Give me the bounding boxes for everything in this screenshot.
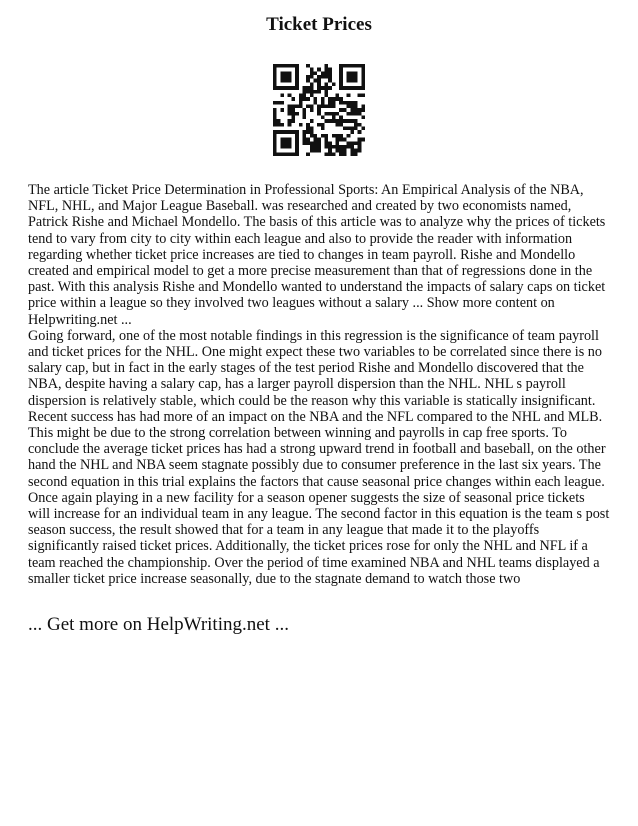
article-paragraph-2: Going forward, one of the most notable findings in this regression is the significance of team payroll and ticket prices for the NHL. One might expect these two variables to be correlated since there is no salary cap, but in fact in the early stages of the test period Rishe and Mondello discovered that the NBA, despite having a salary cap, has a larger payroll dispersion than the NHL. NHL s payroll dispersion is relatively stable, which could be the reason why this variable is statically insignificant. Recent success has had more of an impact on the NBA and the NFL compared to the NHL and MLB. This might be due to the strong correlation between winning and payrolls in cap free sports. To conclude the average ticket prices has had a strong upward trend in football and baseball, on the other hand the NHL and NBA seem stagnate possibly due to consumer preference in the last six years. The second equation in this trial explains the factors that cause seasonal price changes within each league. Once again playing in a new facility for a season opener suggests the size of seasonal price tickets will increase for an individual team in any league. The second factor in this equation is the team s post season success, the result showed that for a team in any league that made it to the playoffs significantly raised ticket prices. Additionally, the ticket prices rose for only the NHL and NFL if a team reached the championship. Over the period of time examined NBA and NHL teams displayed a smaller ticket price increase seasonally, due to the stagnate demand to watch those two xyxy=(28,327,610,587)
page-title: Ticket Prices xyxy=(266,14,372,35)
qr-code-icon xyxy=(273,64,365,156)
get-more-link[interactable]: ... Get more on HelpWriting.net ... xyxy=(28,614,289,635)
article-body xyxy=(28,182,610,587)
article-paragraph-1: The article Ticket Price Determination in Professional Sports: An Empirical Analysis of the NBA, NFL, NHL, and Major League Baseball. was researched and created by two economists named, Patrick Rishe and Michael Mondello. The basis of this article was to analyze why the prices of tickets tend to vary from city to city within each league and also to provide the reader with information regarding whether ticket price increases are tied to changes in team payroll. Rishe and Mondello created and empirical model to get a more precise measurement than that of regressions done in the past. With this analysis Rishe and Mondello wanted to understand the impacts of salary caps on ticket price within a league so they involved two leagues without a salary ... Show more content on Helpwriting.net ... xyxy=(28,182,606,328)
